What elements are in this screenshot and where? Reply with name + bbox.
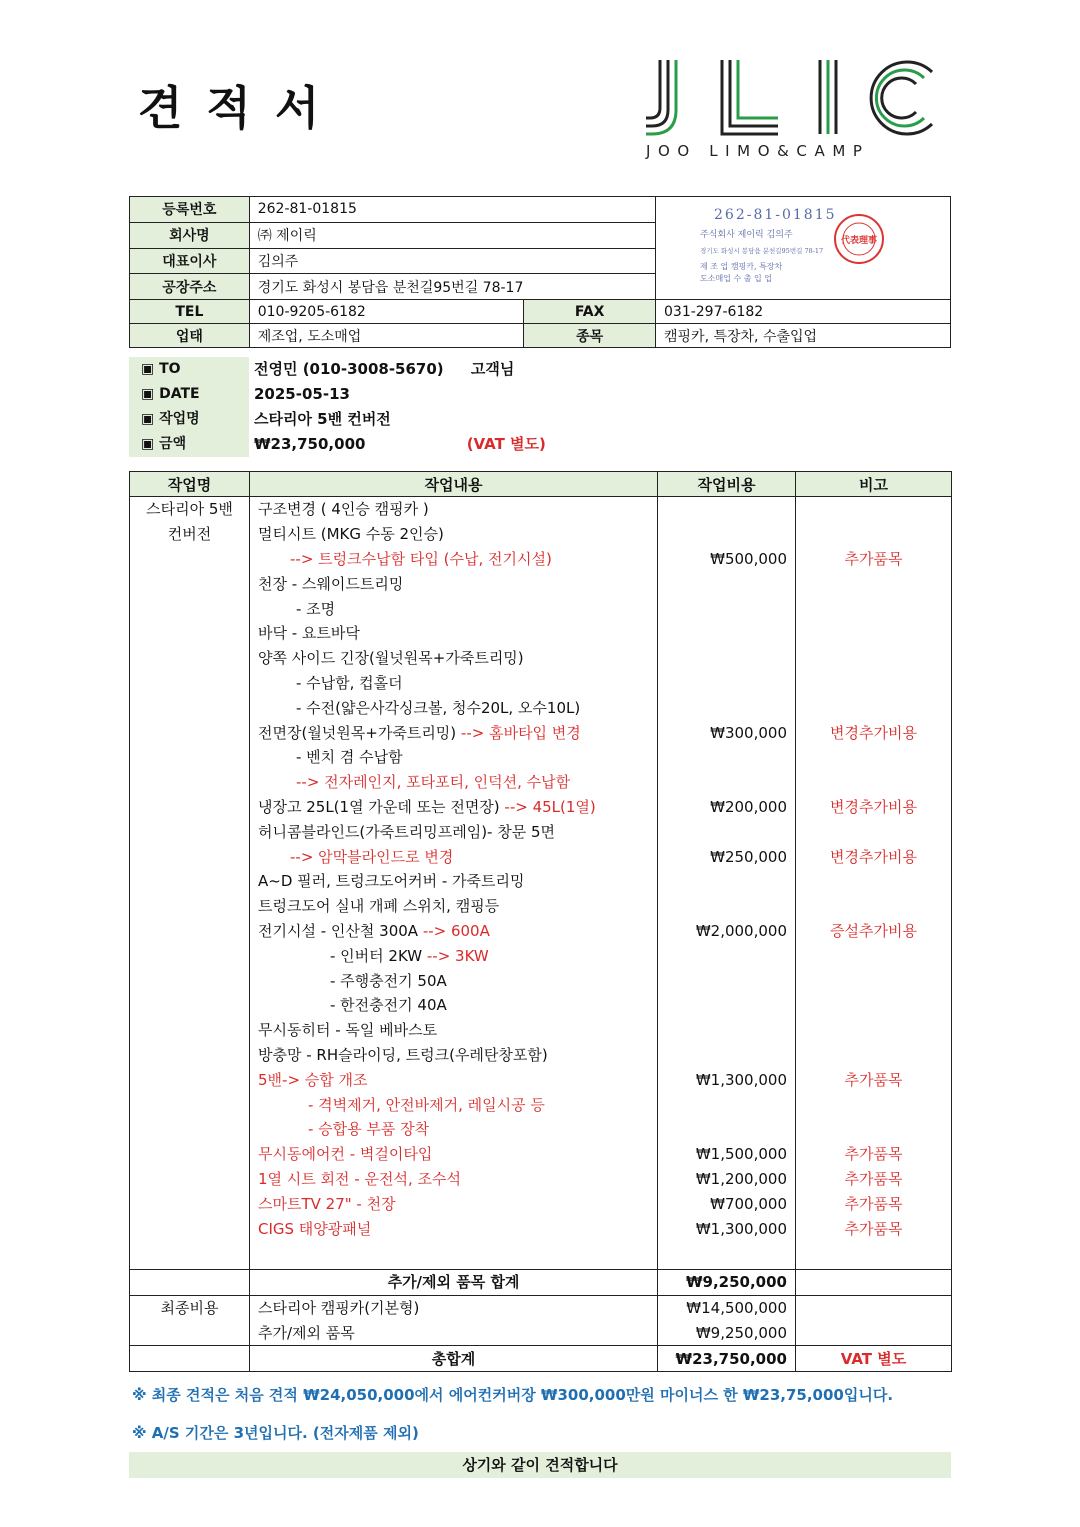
- estimate-table: [129, 471, 952, 1372]
- item-cost: [658, 869, 796, 894]
- item-note: [796, 1043, 952, 1068]
- item-content-change: --> 3KW: [426, 946, 489, 965]
- item-note: [796, 1092, 952, 1117]
- item-content: --> 암막블라인드로 변경: [250, 844, 658, 869]
- stamp-line2: 경기도 화성시 봉담읍 분천길95번길 78-17: [700, 247, 824, 255]
- document-title: 견적서: [138, 81, 344, 135]
- job-name-cell: [130, 795, 250, 820]
- footer-statement: 상기와 같이 견적합니다: [129, 1452, 951, 1478]
- table-row: [130, 1117, 952, 1142]
- logo-subtitle: JOO LIMO&CAMP: [646, 142, 870, 160]
- job-name-cell: [130, 621, 250, 646]
- item-note: 변경추가비용: [796, 844, 952, 869]
- vat-note: (VAT 별도): [466, 435, 546, 453]
- seal-text: 代表理事: [840, 236, 878, 246]
- item-note: 증설추가비용: [796, 919, 952, 944]
- item-cost: [658, 1092, 796, 1117]
- item-cost: [658, 770, 796, 795]
- item-cost: [658, 671, 796, 696]
- item-content-text: 전기시설 - 인산철 300A: [258, 921, 423, 940]
- table-row: [130, 993, 952, 1018]
- tel-value: 010-9205-6182: [249, 300, 524, 324]
- item-note: [796, 894, 952, 919]
- item-note: [796, 943, 952, 968]
- note-as-period: ※ A/S 기간은 3년입니다. (전자제품 제외): [132, 1424, 419, 1442]
- job-value: 스타리아 5밴 컨버전: [254, 410, 391, 428]
- item-cost: [658, 522, 796, 547]
- item-content: --> 트렁크수납함 타입 (수납, 전기시설): [250, 547, 658, 572]
- item-note: 추가품목: [796, 1142, 952, 1167]
- job-name-cell: [130, 943, 250, 968]
- item-cost: [658, 596, 796, 621]
- item-content: - 벤치 겸 수납함: [250, 745, 658, 770]
- item-content: 무시동히터 - 독일 베바스토: [250, 1018, 658, 1043]
- job-name-cell: 컨버전: [130, 522, 250, 547]
- job-name-cell: [130, 1167, 250, 1192]
- biz-type-label: 업태: [130, 324, 250, 348]
- item-content: 스마트TV 27" - 천장: [250, 1191, 658, 1216]
- table-row: [130, 571, 952, 596]
- item-cost: [658, 695, 796, 720]
- item-note: 변경추가비용: [796, 720, 952, 745]
- fax-label: FAX: [524, 300, 656, 324]
- item-note: [796, 1117, 952, 1142]
- table-row: [130, 1043, 952, 1068]
- item-content: [250, 720, 658, 745]
- table-row: [130, 1216, 952, 1241]
- header-content: 작업내용: [250, 472, 658, 497]
- biz-item-value: 캠핑카, 특장차, 수출입업: [656, 324, 951, 348]
- item-content: 구조변경 ( 4인승 캠핑카 ): [250, 497, 658, 522]
- item-content: - 격벽제거, 안전바제거, 레일시공 등: [250, 1092, 658, 1117]
- item-cost: ₩300,000: [658, 720, 796, 745]
- job-name-cell: [130, 770, 250, 795]
- amount-number: ₩23,750,000: [254, 435, 366, 453]
- table-row: [130, 770, 952, 795]
- reg-no-value: 262-81-01815: [249, 197, 655, 223]
- recipient-honorific: 고객님: [470, 360, 515, 378]
- to-value: [254, 357, 514, 382]
- biz-type-value: 제조업, 도소매업: [249, 324, 524, 348]
- total-label: 총합계: [250, 1346, 658, 1372]
- company-info-table: [129, 196, 951, 348]
- item-content-change: --> 600A: [422, 921, 490, 940]
- table-row: [130, 596, 952, 621]
- job-name-cell: [130, 819, 250, 844]
- item-content-text: - 인버터 2KW: [330, 946, 427, 965]
- table-row: [130, 1067, 952, 1092]
- item-content: [250, 919, 658, 944]
- job-name-cell: [130, 844, 250, 869]
- table-row: [130, 745, 952, 770]
- job-name-cell: [130, 646, 250, 671]
- job-name-cell: [130, 968, 250, 993]
- item-note: [796, 571, 952, 596]
- table-row: [130, 671, 952, 696]
- reg-no-label: 등록번호: [130, 197, 250, 223]
- job-label: ▣ 작업명: [129, 407, 249, 432]
- date-value: 2025-05-13: [254, 385, 350, 403]
- item-content: 양쪽 사이드 긴장(월넛원목+가죽트리밍): [250, 646, 658, 671]
- table-row: [130, 621, 952, 646]
- estimate-items: [130, 497, 952, 1241]
- item-note: 추가품목: [796, 1191, 952, 1216]
- biz-item-label: 종목: [524, 324, 656, 348]
- job-name-cell: [130, 1092, 250, 1117]
- item-content-text: 전면장(월넛원목+가죽트리밍): [258, 723, 461, 742]
- item-content: - 승합용 부품 장착: [250, 1117, 658, 1142]
- recipient-name: 전영민 (010-3008-5670): [254, 360, 444, 378]
- job-name-cell: [130, 894, 250, 919]
- item-content-change: --> 홈바타입 변경: [460, 723, 581, 742]
- ceo-label: 대표이사: [130, 248, 250, 274]
- amount-label: ▣ 금액: [129, 432, 249, 457]
- item-cost: [658, 894, 796, 919]
- table-row: [130, 1018, 952, 1043]
- item-cost: [658, 745, 796, 770]
- job-name-cell: [130, 1043, 250, 1068]
- table-row: [130, 720, 952, 745]
- job-name-cell: [130, 1142, 250, 1167]
- stamp-line3: 제 조 업 캠핑카, 특장차: [700, 262, 783, 271]
- final-row-base: [130, 1295, 952, 1320]
- item-note: 변경추가비용: [796, 795, 952, 820]
- company-name-value: ㈜ 제이릭: [249, 222, 655, 248]
- item-cost: [658, 646, 796, 671]
- job-name-cell: [130, 571, 250, 596]
- item-cost: [658, 1117, 796, 1142]
- item-note: [796, 1018, 952, 1043]
- item-content: [250, 795, 658, 820]
- job-name-cell: [130, 547, 250, 572]
- ceo-value: 김의주: [249, 248, 655, 274]
- job-name-cell: [130, 596, 250, 621]
- item-cost: [658, 943, 796, 968]
- amount-value: [254, 432, 546, 457]
- subtotal-row: [130, 1269, 952, 1295]
- item-note: [796, 596, 952, 621]
- date-label: ▣ DATE: [129, 382, 249, 407]
- table-row: [130, 646, 952, 671]
- table-row: [130, 1142, 952, 1167]
- item-note: [796, 968, 952, 993]
- table-row: [130, 695, 952, 720]
- tel-label: TEL: [130, 300, 250, 324]
- item-note: 추가품목: [796, 1167, 952, 1192]
- item-note: [796, 646, 952, 671]
- item-content: 무시동에어컨 - 벽걸이타입: [250, 1142, 658, 1167]
- note-final-estimate: ※ 최종 견적은 처음 견적 ₩24,050,000에서 에어컨커버장 ₩300,000만원 마이너스 한 ₩23,75,000입니다.: [132, 1386, 894, 1404]
- item-content: 멀티시트 (MKG 수동 2인승): [250, 522, 658, 547]
- table-row: [130, 795, 952, 820]
- stamp-line1: 주식회사 제이릭 김의주: [700, 230, 793, 240]
- header-cost: 작업비용: [658, 472, 796, 497]
- company-stamp: [656, 197, 951, 300]
- company-name-label: 회사명: [130, 222, 250, 248]
- table-row: [130, 522, 952, 547]
- fax-value: 031-297-6182: [656, 300, 951, 324]
- final-base-content: 스타리아 캠핑카(기본형): [250, 1295, 658, 1320]
- item-cost: [658, 968, 796, 993]
- item-note: 추가품목: [796, 547, 952, 572]
- item-cost: ₩200,000: [658, 795, 796, 820]
- job-name-cell: [130, 745, 250, 770]
- item-cost: [658, 497, 796, 522]
- job-name-cell: [130, 1216, 250, 1241]
- item-note: [796, 819, 952, 844]
- item-content-text: 냉장고 25L(1열 가운데 또는 전면장): [258, 797, 505, 816]
- to-label: ▣ TO: [129, 357, 249, 382]
- address-label: 공장주소: [130, 274, 250, 300]
- subtotal-label: 추가/제외 품목 합계: [250, 1269, 658, 1295]
- item-content-change: --> 45L(1열): [504, 797, 596, 816]
- item-content: - 수전(얇은사각싱크볼, 청수20L, 오수10L): [250, 695, 658, 720]
- item-content: A~D 필러, 트렁크도어커버 - 가죽트리밍: [250, 869, 658, 894]
- item-content: 천장 - 스웨이드트리밍: [250, 571, 658, 596]
- final-label: 최종비용: [130, 1295, 250, 1320]
- total-note: VAT 별도: [796, 1346, 952, 1372]
- item-cost: ₩1,300,000: [658, 1216, 796, 1241]
- final-extra-cost: ₩9,250,000: [658, 1321, 796, 1346]
- job-name-cell: [130, 993, 250, 1018]
- table-row: [130, 919, 952, 944]
- item-note: [796, 497, 952, 522]
- job-name-cell: [130, 720, 250, 745]
- item-content: --> 전자레인지, 포타포티, 인덕션, 수납함: [250, 770, 658, 795]
- stamp-graphic: [656, 197, 948, 295]
- subtotal-value: ₩9,250,000: [658, 1269, 796, 1295]
- item-note: [796, 993, 952, 1018]
- job-name-cell: [130, 1018, 250, 1043]
- item-cost: [658, 621, 796, 646]
- header-job-name: 작업명: [130, 472, 250, 497]
- table-row: [130, 547, 952, 572]
- table-row: [130, 869, 952, 894]
- job-name-cell: 스타리아 5밴: [130, 497, 250, 522]
- table-row: [130, 1191, 952, 1216]
- header-note: 비고: [796, 472, 952, 497]
- job-name-cell: [130, 919, 250, 944]
- item-note: [796, 671, 952, 696]
- item-content: 1열 시트 회전 - 운전석, 조수석: [250, 1167, 658, 1192]
- item-cost: ₩2,000,000: [658, 919, 796, 944]
- job-name-cell: [130, 695, 250, 720]
- item-cost: [658, 1018, 796, 1043]
- job-name-cell: [130, 1191, 250, 1216]
- item-content: 방충망 - RH슬라이딩, 트렁크(우레탄창포함): [250, 1043, 658, 1068]
- item-note: [796, 522, 952, 547]
- item-note: 추가품목: [796, 1067, 952, 1092]
- item-content: [250, 943, 658, 968]
- table-row: [130, 844, 952, 869]
- item-cost: ₩500,000: [658, 547, 796, 572]
- item-content: - 주행충전기 50A: [250, 968, 658, 993]
- table-row: [130, 1092, 952, 1117]
- stamp-reg-no: 262-81-01815: [714, 207, 837, 223]
- item-content: 5밴-> 승합 개조: [250, 1067, 658, 1092]
- item-cost: ₩1,200,000: [658, 1167, 796, 1192]
- final-row-extra: [130, 1321, 952, 1346]
- table-row: [130, 1167, 952, 1192]
- item-content: - 수납함, 컵홀더: [250, 671, 658, 696]
- item-cost: ₩250,000: [658, 844, 796, 869]
- item-cost: [658, 571, 796, 596]
- item-content: - 한전충전기 40A: [250, 993, 658, 1018]
- item-cost: ₩1,500,000: [658, 1142, 796, 1167]
- item-note: 추가품목: [796, 1216, 952, 1241]
- item-note: [796, 621, 952, 646]
- stamp-line4: 도소매업 수 출 입 업: [700, 274, 772, 283]
- table-row: [130, 819, 952, 844]
- address-value: 경기도 화성시 봉담읍 분천길95번길 78-17: [249, 274, 655, 300]
- item-note: [796, 695, 952, 720]
- table-row: [130, 894, 952, 919]
- item-note: [796, 745, 952, 770]
- item-content: 트렁크도어 실내 개폐 스위치, 캠핑등: [250, 894, 658, 919]
- item-content: - 조명: [250, 596, 658, 621]
- job-name-cell: [130, 869, 250, 894]
- job-name-cell: [130, 1067, 250, 1092]
- final-base-cost: ₩14,500,000: [658, 1295, 796, 1320]
- item-cost: [658, 1043, 796, 1068]
- job-name-cell: [130, 1117, 250, 1142]
- item-cost: ₩1,300,000: [658, 1067, 796, 1092]
- total-value: ₩23,750,000: [658, 1346, 796, 1372]
- item-note: [796, 770, 952, 795]
- item-cost: [658, 993, 796, 1018]
- item-cost: [658, 819, 796, 844]
- item-content: 바닥 - 요트바닥: [250, 621, 658, 646]
- spacer-row: [130, 1241, 952, 1270]
- final-extra-content: 추가/제외 품목: [250, 1321, 658, 1346]
- total-row: [130, 1346, 952, 1372]
- item-content: 허니콤블라인드(가죽트리밍프레임)- 창문 5면: [250, 819, 658, 844]
- item-note: [796, 869, 952, 894]
- table-row: [130, 968, 952, 993]
- job-name-cell: [130, 671, 250, 696]
- item-cost: ₩700,000: [658, 1191, 796, 1216]
- table-row: [130, 943, 952, 968]
- table-row: [130, 497, 952, 522]
- item-content: CIGS 태양광패널: [250, 1216, 658, 1241]
